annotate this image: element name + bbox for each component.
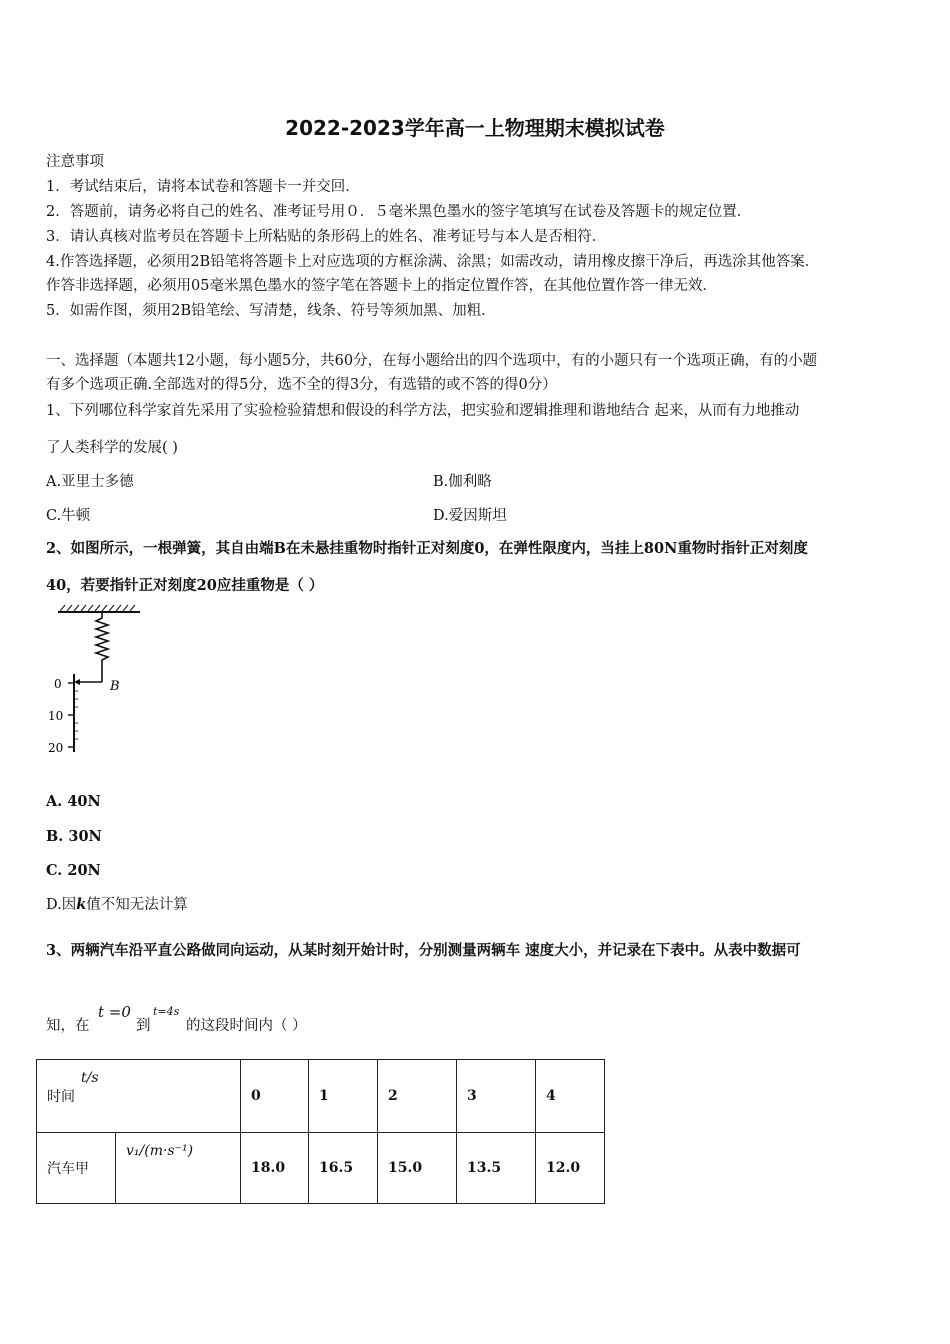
notice-heading: 注意事项 (46, 154, 104, 170)
table-cell: 13.5 (457, 1133, 536, 1204)
table-cell: 2 (378, 1060, 457, 1133)
q1-option-c: C.牛顿 (46, 508, 91, 524)
table-cell: 4 (536, 1060, 605, 1133)
notice-item: 4.作答选择题，必须用2B铅笔将答题卡上对应选项的方框涂满、涂黑；如需改动，请用橡皮擦干净后，再选涂其他答案． (46, 254, 820, 270)
table-cell: 15.0 (378, 1133, 457, 1204)
q2-option-a: A. 40N (46, 793, 101, 810)
table-cell: 1 (309, 1060, 378, 1133)
question-1-stem: 了人类科学的发展( ) (46, 440, 178, 456)
table-header-cell: 汽车甲 (37, 1133, 116, 1204)
table-cell: 16.5 (309, 1133, 378, 1204)
spring-figure (40, 600, 160, 760)
table-row (37, 1060, 605, 1133)
speed-unit: v₁/(m·s⁻¹) (116, 1133, 241, 1204)
q2-option-b: B. 30N (46, 828, 102, 845)
speed-table (36, 1059, 605, 1204)
notice-item: 5．如需作图，须用2B铅笔绘、写清楚，线条、符号等须加黑、加粗． (46, 303, 496, 319)
q2-option-d: D.因k值不知无法计算 (46, 896, 188, 913)
time-unit: t/s (81, 1070, 99, 1086)
question-1-stem: 1、下列哪位科学家首先采用了实验检验猜想和假设的科学方法，把实验和逻辑推理和谐地结合 起来，从而有力地推动 (46, 403, 800, 419)
question-2-stem: 2、如图所示，一根弹簧，其自由端B在未悬挂重物时指针正对刻度0，在弹性限度内，当挂上80N重物时指针正对刻度 (46, 540, 808, 557)
question-2-stem: 40，若要指针正对刻度20应挂重物是（ ） (46, 577, 324, 594)
table-cell: 3 (457, 1060, 536, 1133)
scale-tick-label: 0 (54, 677, 62, 691)
pointer-label: B (110, 679, 120, 694)
section-instructions: 一、选择题（本题共12小题，每小题5分，共60分，在每小题给出的四个选项中，有的小题只有一个选项正确，有的小题 (46, 353, 818, 369)
notice-item: 2．答题前，请务必将自己的姓名、准考证号用０．５毫米黑色墨水的签字笔填写在试卷及答题卡的规定位置． (46, 204, 752, 220)
table-row (37, 1133, 605, 1204)
q1-option-b: B.伽利略 (433, 474, 492, 490)
time-label: 时间 (47, 1089, 75, 1105)
question-3-stem: 3、两辆汽车沿平直公路做同向运动，从某时刻开始计时，分别测量两辆车 速度大小，并记录在下表中。从表中数据可 (46, 942, 801, 959)
time-start-formula: t =0 (98, 1003, 131, 1021)
page-title: 2022-2023学年高一上物理期末模拟试卷 (285, 116, 665, 140)
table-cell: 0 (241, 1060, 309, 1133)
table-header-cell (37, 1060, 241, 1133)
q2-option-c: C. 20N (46, 862, 101, 879)
table-cell: 12.0 (536, 1133, 605, 1204)
question-3-stem: 到 (136, 1018, 151, 1034)
notice-item: 3．请认真核对监考员在答题卡上所粘贴的条形码上的姓名、准考证号与本人是否相符． (46, 229, 607, 245)
scale-tick-label: 20 (48, 741, 64, 755)
section-instructions: 有多个选项正确.全部选对的得5分，选不全的得3分，有选错的或不答的得0分） (46, 377, 557, 393)
notice-item: 1．考试结束后，请将本试卷和答题卡一并交回． (46, 179, 360, 195)
table-cell: 18.0 (241, 1133, 309, 1204)
question-3-stem: 知，在 (46, 1018, 90, 1034)
q1-option-a: A.亚里士多德 (46, 474, 134, 490)
spring-coil (96, 612, 108, 682)
time-end-formula: t=4s (153, 1005, 180, 1018)
scale-tick-label: 10 (48, 709, 64, 723)
q1-option-d: D.爱因斯坦 (433, 508, 507, 524)
question-3-stem: 的这段时间内（ ） (186, 1018, 307, 1034)
notice-item: 作答非选择题，必须用05毫米黑色墨水的签字笔在答题卡上的指定位置作答，在其他位置作答一律无效． (46, 278, 717, 294)
